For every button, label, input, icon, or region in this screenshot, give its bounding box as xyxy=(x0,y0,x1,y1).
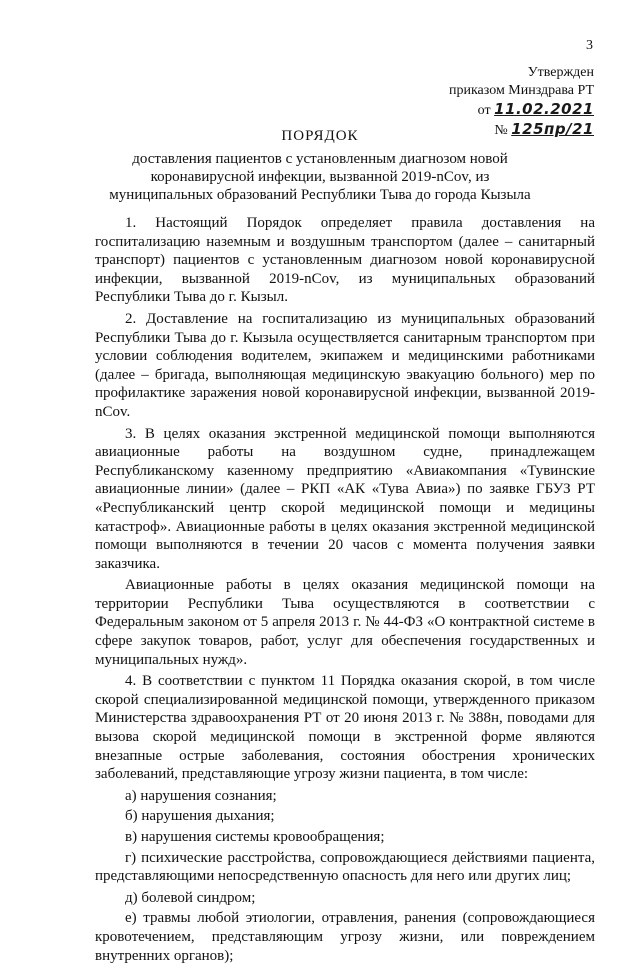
handwritten-date: 11.02.2021 xyxy=(494,100,594,118)
list-item-e: е) травмы любой этиологии, отравления, ранения (сопровождающиеся кровотечением, представляющим угрозу жизни, или повреждением внутренних органов); xyxy=(95,910,595,964)
list-item-v: в) нарушения системы кровообращения; xyxy=(125,829,385,845)
approval-order-line: приказом Минздрава РТ xyxy=(448,83,594,98)
page-number: 3 xyxy=(586,38,593,53)
paragraph-3: 3. В целях оказания экстренной медицинской помощи выполняются авиационные работы на воздушном судне, принадлежащем Республиканскому казенному предприятию «Авиакомпания «Тувинские авиационные линии» (далее – РКП «АК «Тува Авиа») по заявке ГБУЗ РТ «Республиканский центр скорой медицинской помощи и медицины катастроф». Авиационные работы в целях оказания экстренной медицинской помощи выполняются в течении 20 часов с момента получения заявки заказчика. xyxy=(95,425,595,572)
list-item-d: д) болевой синдром; xyxy=(125,889,256,906)
list-item-a: а) нарушения сознания; xyxy=(125,787,277,804)
number-prefix: № xyxy=(494,123,508,138)
document-subtitle: доставления пациентов с установленным диагнозом новой коронавирусной инфекции, вызванной 2019-nCov, из муниципальных образований Республики Тыва до города Кызыла xyxy=(109,151,531,203)
document-title: ПОРЯДОК xyxy=(281,128,359,144)
approval-line: Утвержден xyxy=(527,65,594,80)
approval-date-line xyxy=(449,100,594,120)
list-item-b: б) нарушения дыхания; xyxy=(125,808,275,825)
date-prefix: от xyxy=(477,103,491,118)
handwritten-number: 125пр/21 xyxy=(511,120,594,138)
paragraph-4: 4. В соответствии с пунктом 11 Порядка оказания скорой, в том числе скорой специализированной медицинской помощи, утвержденного приказом Министерства здравоохранения РТ от 20 июня 2013 г. № 388н, поводами для вызова скорой медицинской помощи в экстренной форме являются внезапные острые заболевания, состояния обострения хронических заболеваний, представляющие угрозу жизни пациента, в том числе: xyxy=(95,673,595,783)
paragraph-1: 1. Настоящий Порядок определяет правила доставления на госпитализацию наземным и воздушным транспортом (далее – санитарный транспорт) пациентов с установленным диагнозом новой коронавирусной инфекции, вызванной 2019-nCov, из муниципальных образований Республики Тыва до г. Кызыл. xyxy=(95,215,595,306)
list-item-g: г) психические расстройства, сопровождающиеся действиями пациента, представляющими непосредственную опасность для него или других лиц; xyxy=(95,849,595,885)
paragraph-3-continued: Авиационные работы в целях оказания медицинской помощи на территории Республики Тыва осуществляются в соответствии с Федеральным законом от 5 апреля 2013 г. № 44-ФЗ «О контрактной системе в сфере закупок товаров, работ, услуг для обеспечения государственных и муниципальных нужд». xyxy=(95,577,595,668)
document-body xyxy=(95,214,595,968)
paragraph-2: 2. Доставление на госпитализацию из муниципальных образований Республики Тыва до г. Кызыла осуществляется санитарным транспортом при условии соблюдения водителем, экипажем и медицинскими работниками (далее – бригада, выполняющая медицинскую эвакуацию больного) мер по профилактике заражения новой коронавирусной инфекции, вызванной 2019-nCov. xyxy=(95,310,595,420)
